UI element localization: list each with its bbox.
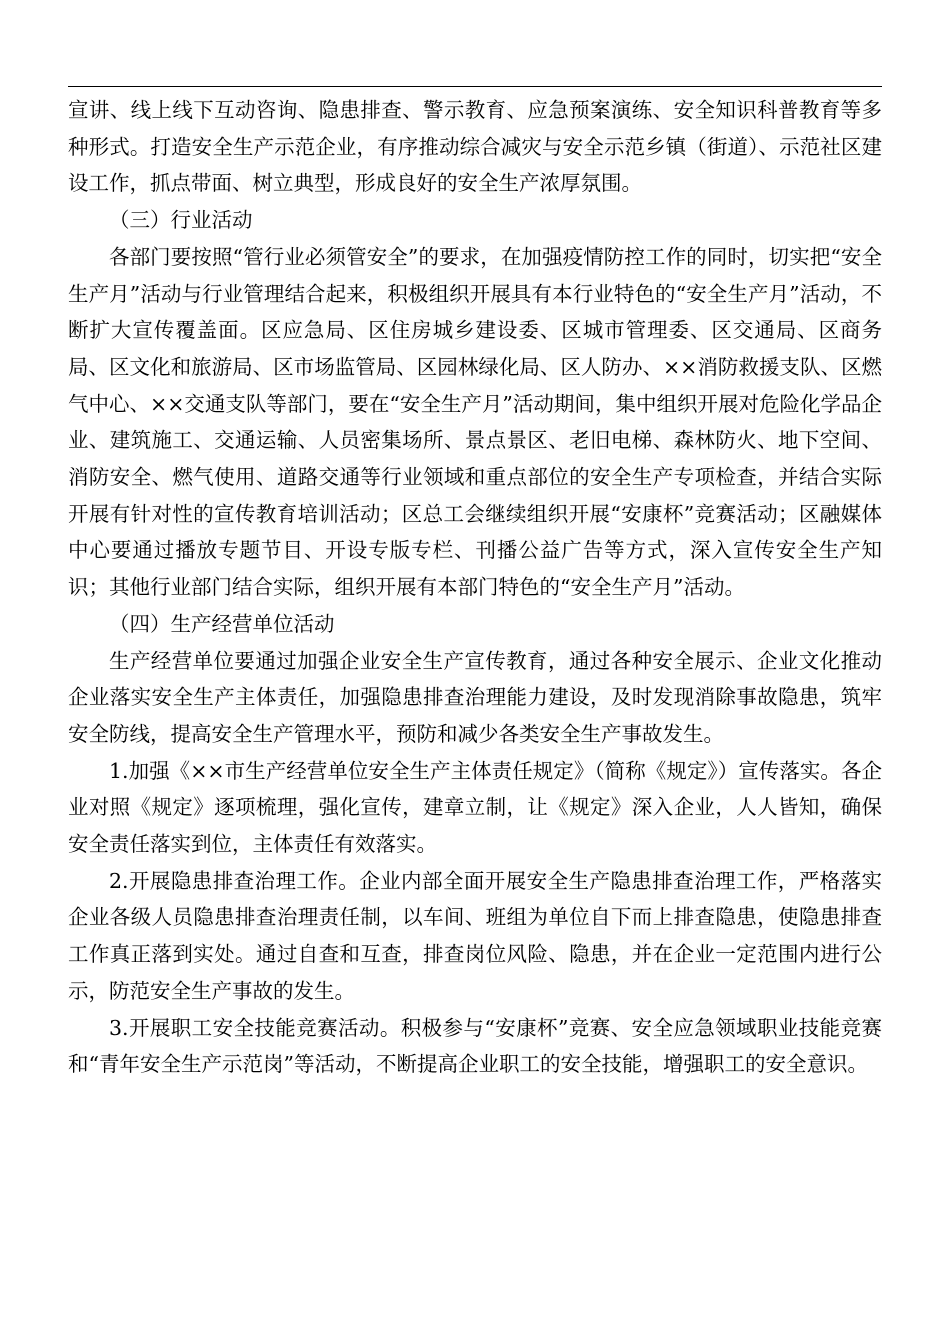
section-heading-industry-activities: （三）行业活动 <box>109 208 253 233</box>
header-rule <box>68 86 882 87</box>
section-heading-enterprise-activities: （四）生产经营单位活动 <box>109 611 335 636</box>
paragraph-item-2: 2.开展隐患排查治理工作。企业内部全面开展安全生产隐患排查治理工作，严格落实企业各级人员隐患排查治理责任制，以车间、班组为单位自下而上排查隐患，使隐患排查工作真正落到实处。通过自查和互查，排查岗位风险、隐患，并在企业一定范围内进行公示，防范安全生产事故的发生。 <box>68 868 882 1003</box>
paragraph-item-1: 1.加强《××市生产经营单位安全生产主体责任规定》（简称《规定》）宣传落实。各企业对照《规定》逐项梳理，强化宣传，建章立制，让《规定》深入企业，人人皆知，确保安全责任落实到位，主体责任有效落实。 <box>68 758 882 857</box>
paragraph-industry-activities: 各部门要按照“管行业必须管安全”的要求，在加强疫情防控工作的同时，切实把“安全生产月”活动与行业管理结合起来，积极组织开展具有本行业特色的“安全生产月”活动，不断扩大宣传覆盖面。区应急局、区住房城乡建设委、区城市管理委、区交通局、区商务局、区文化和旅游局、区市场监管局、区园林绿化局、区人防办、××消防救援支队、区燃气中心、××交通支队等部门，要在“安全生产月”活动期间，集中组织开展对危险化学品企业、建筑施工、交通运输、人员密集场所、景点景区、老旧电梯、森林防火、地下空间、消防安全、燃气使用、道路交通等行业领域和重点部位的安全生产专项检查，并结合实际开展有针对性的宣传教育培训活动；区总工会继续组织开展“安康杯”竞赛活动；区融媒体中心要通过播放专题节目、开设专版专栏、刊播公益广告等方式，深入宣传安全生产知识；其他行业部门结合实际，组织开展有本部门特色的“安全生产月”活动。 <box>68 244 882 600</box>
paragraph-intro-continued: 宣讲、线上线下互动咨询、隐患排查、警示教育、应急预案演练、安全知识科普教育等多种形式。打造安全生产示范企业，有序推动综合减灾与安全示范乡镇（街道）、示范社区建设工作，抓点带面、树立典型，形成良好的安全生产浓厚氛围。 <box>68 98 882 196</box>
paragraph-enterprise-activities: 生产经营单位要通过加强企业安全生产宣传教育，通过各种安全展示、企业文化推动企业落实安全生产主体责任，加强隐患排查治理能力建设，及时发现消除事故隐患，筑牢安全防线，提高安全生产管理水平，预防和减少各类安全生产事故发生。 <box>68 648 882 746</box>
paragraph-item-3: 3.开展职工安全技能竞赛活动。积极参与“安康杯”竞赛、安全应急领域职业技能竞赛和“青年安全生产示范岗”等活动，不断提高企业职工的安全技能，增强职工的安全意识。 <box>68 1015 882 1077</box>
document-body <box>68 92 882 1083</box>
